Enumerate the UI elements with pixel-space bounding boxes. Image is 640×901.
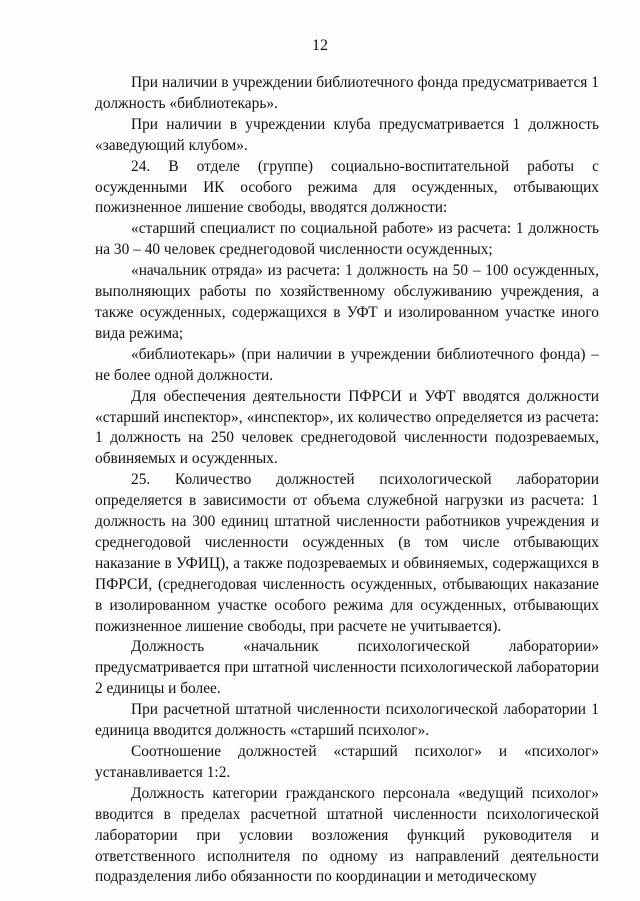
paragraph-lab-chief: Должность «начальник психологической лаборатории» предусматривается при штатной численности психологической лаборатории 2 единицы и более. <box>95 638 599 698</box>
document-body <box>95 73 599 888</box>
paragraph-librarian: При наличии в учреждении библиотечного фонда предусматривается 1 должность «библиотекарь». <box>95 74 599 112</box>
paragraph-inspectors: Для обеспечения деятельности ПФРСИ и УФТ вводятся должности «старший инспектор», «инспектор», их количество определяется из расчета: 1 должность на 250 человек среднегодовой численности подозреваемых, обвиняемых и осужденных. <box>95 387 599 468</box>
paragraph-librarian-limit: «библиотекарь» (при наличии в учреждении библиотечного фонда) – не более одной должности. <box>95 345 599 384</box>
paragraph-social-work-specialist: «старший специалист по социальной работе» из расчета: 1 должность на 30 – 40 человек среднегодовой численности осужденных; <box>95 220 599 259</box>
paragraph-squad-chief: «начальник отряда» из расчета: 1 должность на 50 – 100 осужденных, выполняющих работы по хозяйственному обслуживанию учреждения, а также осужденных, содержащихся в УФТ и изолированном участке иного вида режима; <box>95 262 599 342</box>
paragraph-senior-psychologist: При расчетной штатной численности психологической лаборатории 1 единица вводится должность «старший психолог». <box>95 701 599 740</box>
paragraph-lead-psychologist: Должность категории гражданского персонала «ведущий психолог» вводится в пределах расчетной штатной численности психологической лаборатории при условии возложения функций руководителя и ответственного исполнителя по одному из направлений деятельности подразделения либо обязанности по координации и методическому <box>95 784 599 886</box>
paragraph-club-manager: При наличии в учреждении клуба предусматривается 1 должность «заведующий клубом». <box>95 115 599 154</box>
paragraph-ratio: Соотношение должностей «старший психолог» и «психолог» устанавливается 1:2. <box>95 743 599 781</box>
paragraph-item-24: 24. В отделе (группе) социально-воспитательной работы с осужденными ИК особого режима для осужденных, отбывающих пожизненное лишение свободы, вводятся должности: <box>95 157 599 217</box>
page-number: 12 <box>312 37 328 54</box>
paragraph-item-25: 25. Количество должностей психологической лаборатории определяется в зависимости от объема служебной нагрузки из расчета: 1 должность на 300 единиц штатной численности работников учреждения и среднегодовой численности осужденных (в том числе отбывающих наказание в УФИЦ), а также подозреваемых и обвиняемых, содержащихся в ПФРСИ, (среднегодовая численность осужденных, отбывающих наказание в изолированном участке особого режима для осужденных, отбывающих пожизненное лишение свободы, при расчете не учитывается). <box>95 471 599 635</box>
